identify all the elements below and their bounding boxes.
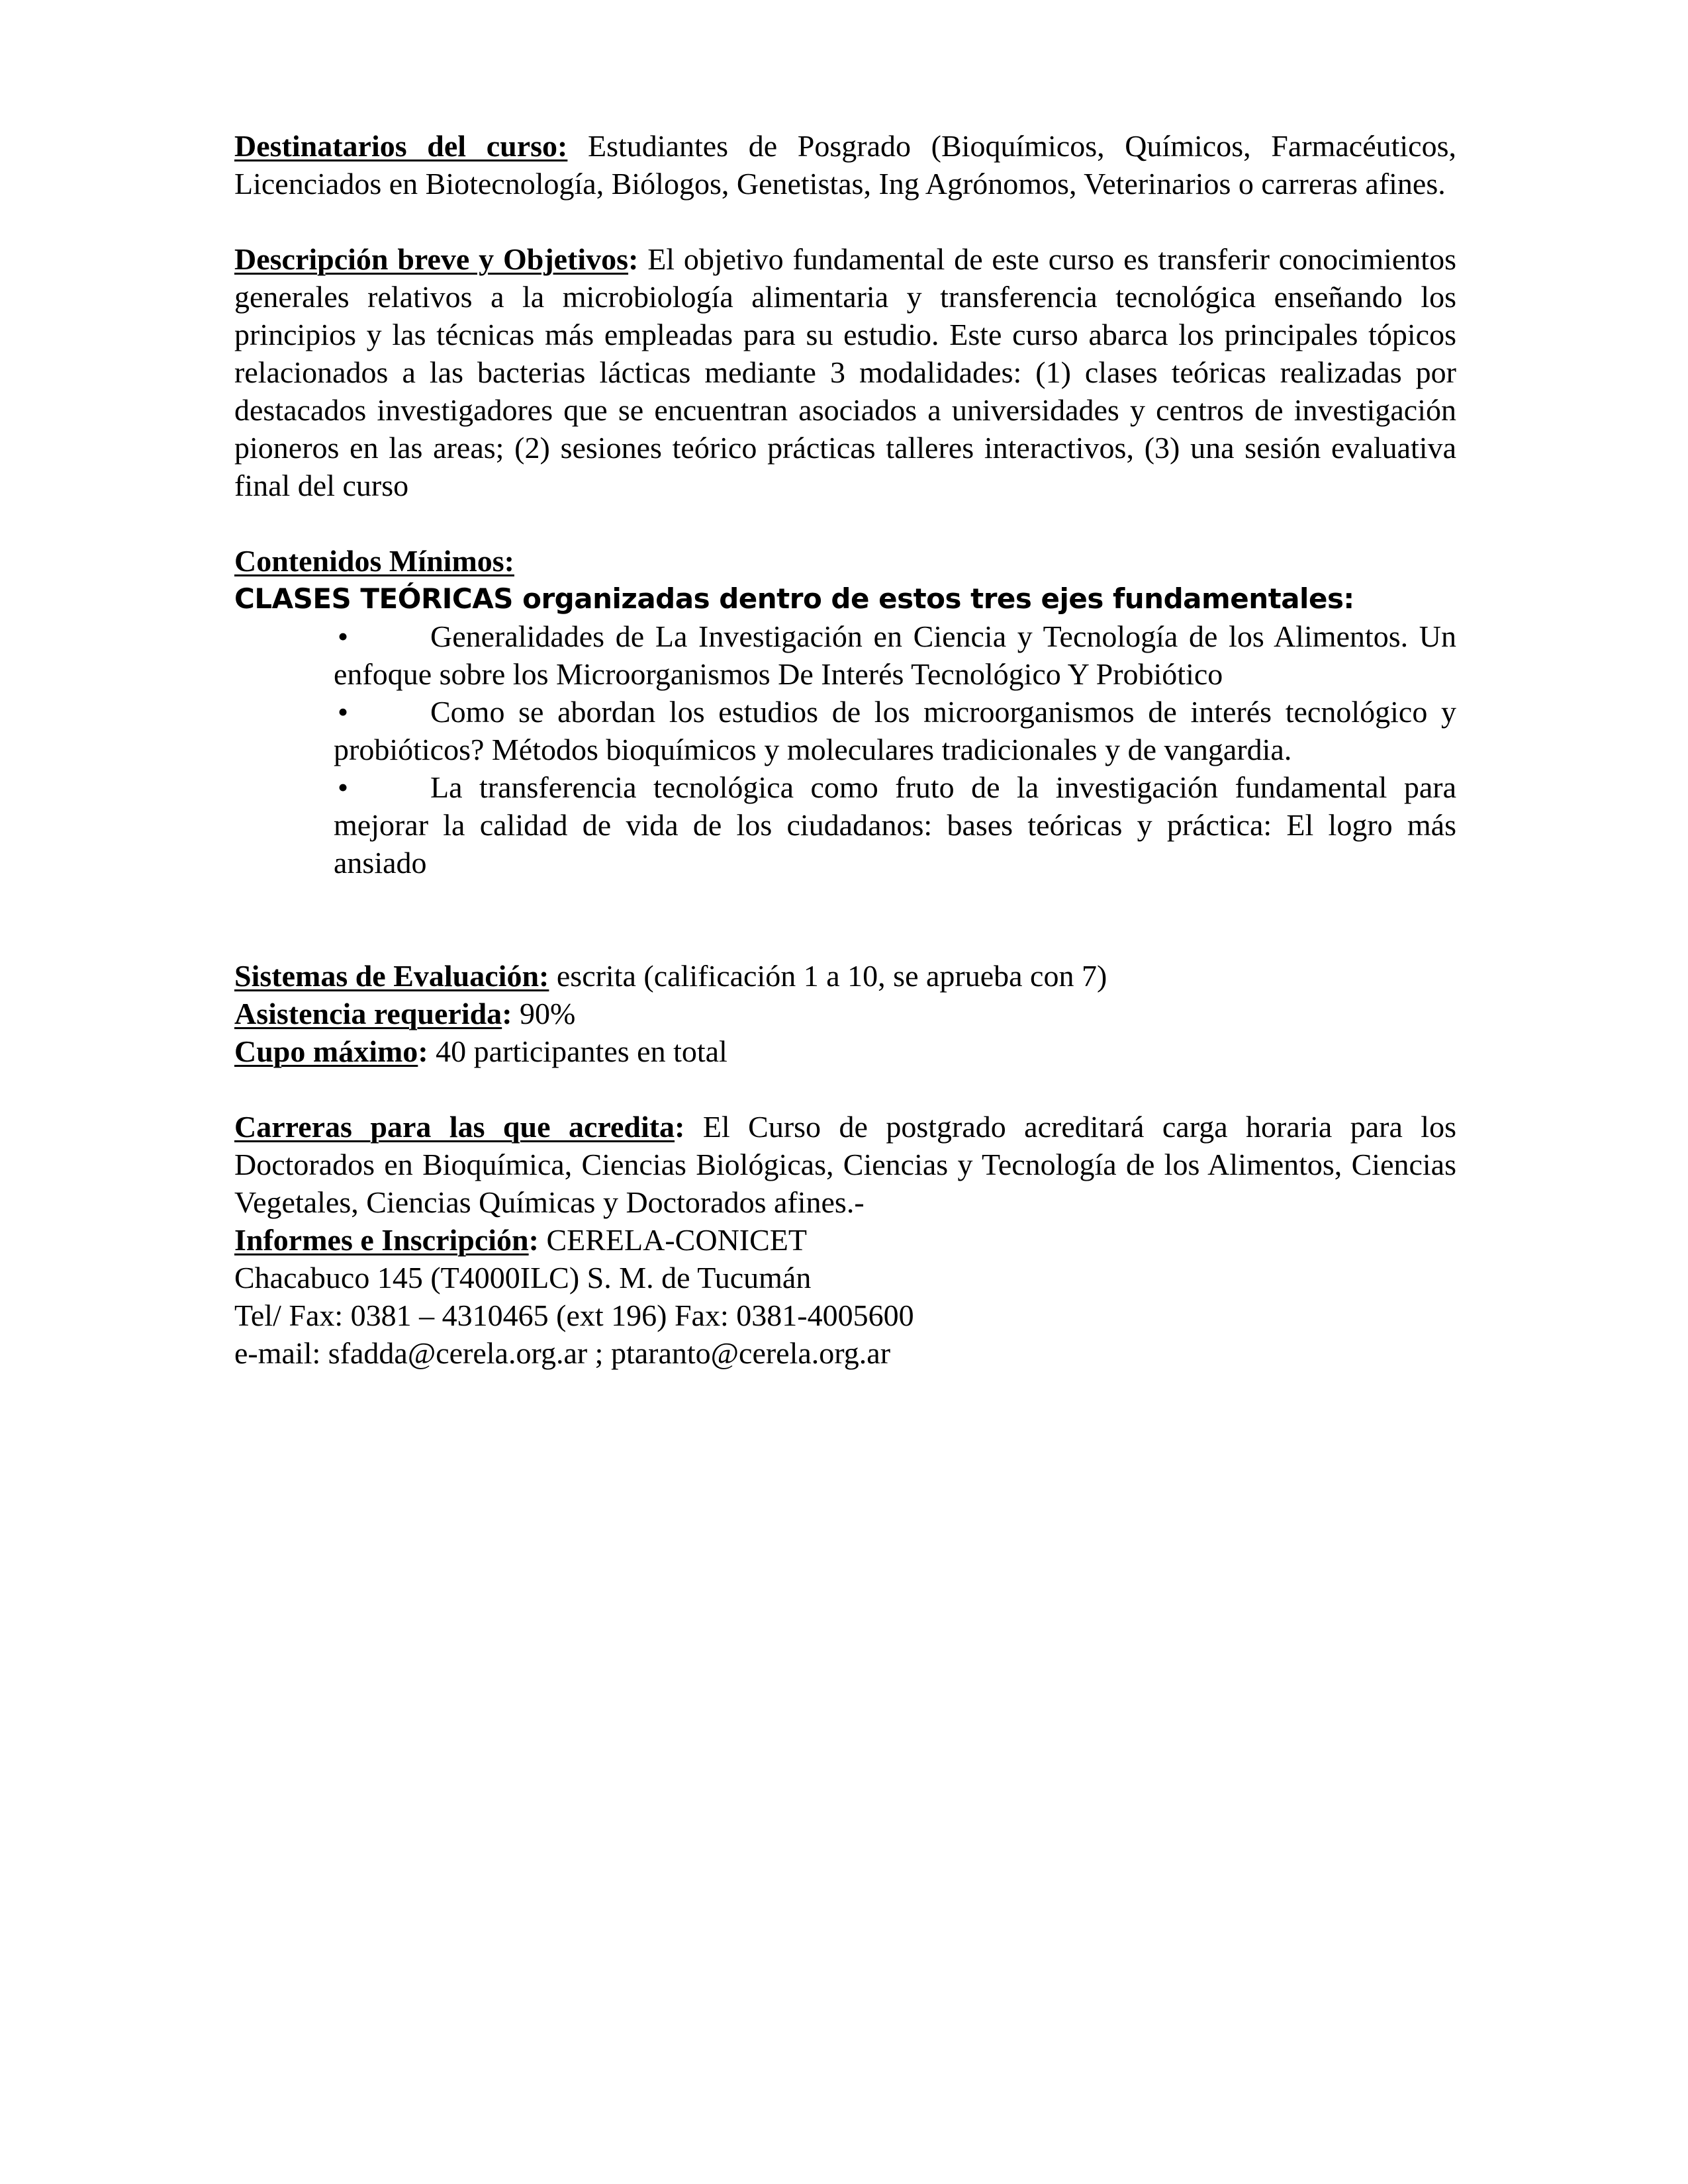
bullet-icon: •: [338, 695, 349, 729]
carreras-text: El Curso de postgrado acreditará carga horaria para los Doctorados en Bioquímica, Ciencias Biológicas, Ciencias y Tecnología de los Alimentos, Ciencias Vegetales, Ciencias Químicas y Doctorados afines.-: [234, 1110, 1456, 1219]
evaluacion-label: Sistemas de Evaluación:: [234, 959, 549, 993]
asistencia-text: 90%: [512, 997, 576, 1030]
cupo-label: Cupo máximo: [234, 1034, 418, 1068]
evaluacion-line: [234, 957, 1456, 995]
destinatarios-label: Destinatarios del curso:: [234, 129, 568, 163]
informes-line: [234, 1221, 1456, 1259]
list-item-text: Generalidades de La Investigación en Ciencia y Tecnología de los Alimentos. Un enfoque sobre los Microorganismos De Interés Tecnológico Y Probiótico: [334, 619, 1456, 691]
spacer: [234, 504, 1456, 542]
address-line: Chacabuco 145 (T4000ILC) S. M. de Tucumán: [234, 1261, 812, 1295]
evaluacion-text: escrita (calificación 1 a 10, se aprueba con 7): [549, 959, 1107, 993]
destinatarios-text: Estudiantes de Posgrado (Bioquímicos, Químicos, Farmacéuticos, Licenciados en Biotecnología, Biólogos, Genetistas, Ing Agrónomos, Veterinarios o carreras afines.: [234, 129, 1456, 201]
document-page: [234, 127, 1456, 1372]
contenidos-list: [234, 617, 1456, 882]
cupo-colon: :: [418, 1034, 428, 1068]
carreras-paragraph: [234, 1108, 1456, 1221]
cupo-line: [234, 1032, 1456, 1070]
bullet-icon: •: [338, 770, 349, 804]
descripcion-colon: :: [628, 242, 639, 276]
list-item-text: La transferencia tecnológica como fruto de la investigación fundamental para mejorar la calidad de vida de los ciudadanos: bases teóricas y práctica: El logro más ansiado: [334, 770, 1456, 880]
list-item: [334, 617, 1456, 693]
contenidos-heading: [234, 542, 1456, 580]
spacer: [234, 1070, 1456, 1108]
asistencia-line: [234, 995, 1456, 1032]
descripcion-text: El objetivo fundamental de este curso es transferir conocimientos generales relativos a la microbiología alimentaria y transferencia tecnológica enseñando los principios y las técnicas más empleadas para su estudio. Este curso abarca los principales tópicos relacionados a las bacterias lácticas mediante 3 modalidades: (1) clases teóricas realizadas por destacados investigadores que se encuentran asociados a universidades y centros de investigación pioneros en las areas; (2) sesiones teórico prácticas talleres interactivos, (3) una sesión evaluativa final del curso: [234, 242, 1456, 502]
asistencia-label: Asistencia requerida: [234, 997, 502, 1030]
cupo-text: 40 participantes en total: [428, 1034, 727, 1068]
list-item-text: Como se abordan los estudios de los microorganismos de interés tecnológico y probióticos? Métodos bioquímicos y moleculares tradicionales y de vangardia.: [334, 695, 1456, 766]
phone-line: Tel/ Fax: 0381 – 4310465 (ext 196) Fax: 0381-4005600: [234, 1298, 914, 1332]
carreras-colon: :: [675, 1110, 685, 1144]
asistencia-colon: :: [502, 997, 512, 1030]
informes-text: CERELA-CONICET: [538, 1223, 807, 1257]
carreras-label: Carreras para las que acredita: [234, 1110, 675, 1144]
bullet-icon: •: [338, 619, 349, 653]
email-line: e-mail: sfadda@cerela.org.ar ; ptaranto@cerela.org.ar: [234, 1336, 891, 1370]
contenidos-label: Contenidos Mínimos:: [234, 544, 514, 578]
destinatarios-paragraph: [234, 127, 1456, 203]
list-item: [334, 768, 1456, 882]
list-item: [334, 693, 1456, 768]
informes-label: Informes e Inscripción: [234, 1223, 529, 1257]
spacer: [234, 203, 1456, 240]
spacer: [234, 882, 1456, 957]
descripcion-paragraph: [234, 240, 1456, 504]
informes-colon: :: [528, 1223, 539, 1257]
descripcion-label: Descripción breve y Objetivos: [234, 242, 629, 276]
clases-teoricas-subheading: CLASES TEÓRICAS organizadas dentro de estos tres ejes fundamentales:: [234, 582, 1354, 615]
